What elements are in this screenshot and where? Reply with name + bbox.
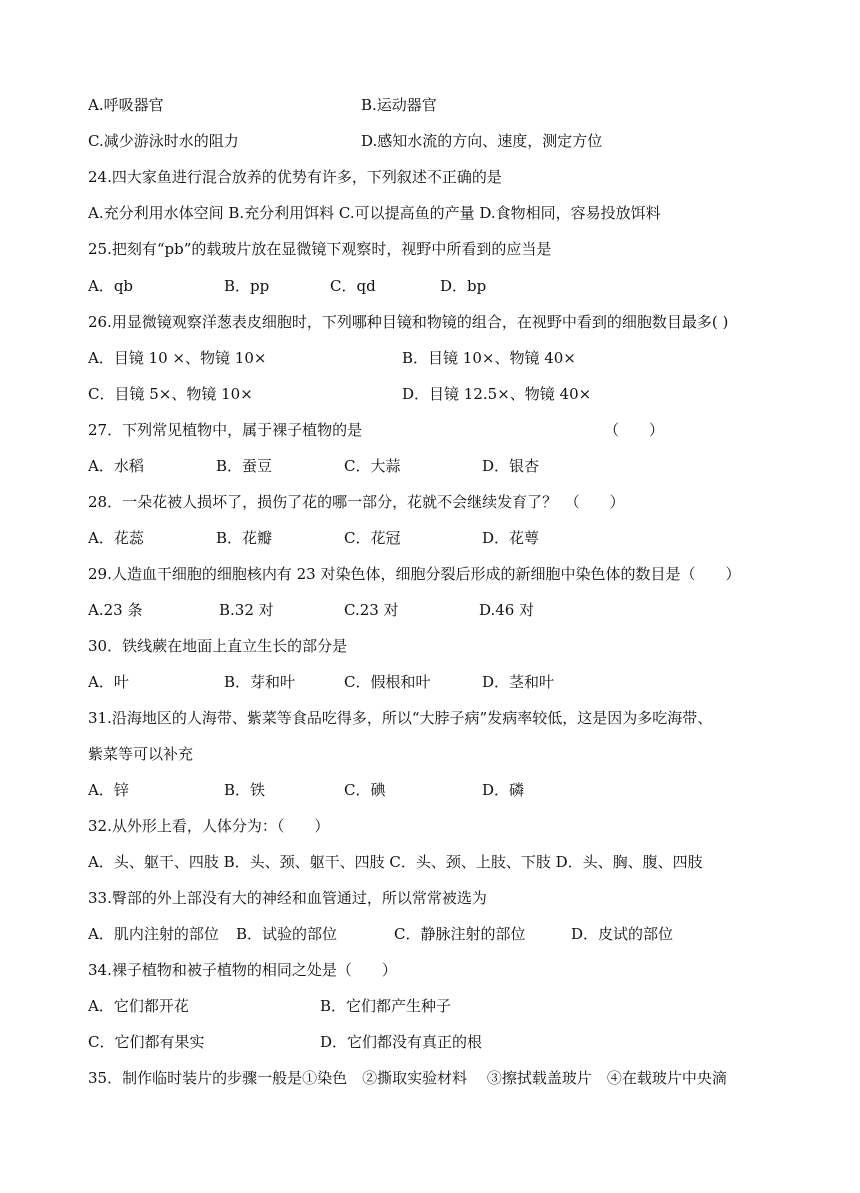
q33-stem: 33.臀部的外上部没有大的神经和血管通过，所以常常被选为 <box>88 889 487 907</box>
q33-option-c: C．静脉注射的部位 <box>394 925 526 943</box>
q27-option-a: A．水稻 <box>88 457 144 475</box>
q26-option-d: D．目镜 12.5×、物镜 40× <box>402 385 592 403</box>
q29-option-b: B.32 对 <box>219 601 274 619</box>
q31-stem-line1: 31.沿海地区的人海带、紫菜等食品吃得多，所以“大脖子病”发病率较低，这是因为多吃海带、 <box>88 709 713 727</box>
q28-stem: 28．一朵花被人损坏了，损伤了花的哪一部分，花就不会继续发育了？ （ ） <box>88 493 625 511</box>
q25-option-b: B．pp <box>224 277 270 295</box>
q24-options: A.充分利用水体空间 B.充分利用饵料 C.可以提高鱼的产量 D.食物相同，容易投放饵料 <box>88 204 661 222</box>
q27-option-b: B．蚕豆 <box>216 457 273 475</box>
q23-option-c: C.减少游泳时水的阻力 <box>88 132 239 150</box>
q23-option-a: A.呼吸器官 <box>88 96 164 114</box>
q26-option-b: B．目镜 10×、物镜 40× <box>402 349 576 367</box>
q34-option-a: A．它们都开花 <box>88 997 189 1015</box>
q33-option-a: A．肌内注射的部位 <box>88 925 219 943</box>
q27-stem: 27．下列常见植物中，属于裸子植物的是 <box>88 421 363 439</box>
q33-option-d: D．皮试的部位 <box>571 925 674 943</box>
q32-options: A．头、躯干、四肢 B．头、颈、躯干、四肢 C．头、颈、上肢、下肢 D．头、胸、腹、四肢 <box>88 853 703 871</box>
q25-option-a: A．qb <box>88 277 134 295</box>
q30-stem: 30．铁线蕨在地面上直立生长的部分是 <box>88 637 348 655</box>
q29-option-a: A.23 条 <box>88 601 143 619</box>
q30-option-d: D．茎和叶 <box>482 673 555 691</box>
q29-option-d: D.46 对 <box>479 601 535 619</box>
q23-option-d: D.感知水流的方向、速度，测定方位 <box>361 132 603 150</box>
q34-option-c: C．它们都有果实 <box>88 1033 205 1051</box>
q33-option-b: B．试验的部位 <box>236 925 338 943</box>
q29-option-c: C.23 对 <box>344 601 399 619</box>
q34-stem: 34.裸子植物和被子植物的相同之处是（ ） <box>88 961 397 979</box>
q28-option-d: D．花萼 <box>482 529 540 547</box>
q31-option-d: D．磷 <box>482 781 525 799</box>
q32-stem: 32.从外形上看，人体分为：（ ） <box>88 817 330 835</box>
q27-option-c: C．大蒜 <box>344 457 401 475</box>
q24-stem: 24.四大家鱼进行混合放养的优势有许多，下列叙述不正确的是 <box>88 168 502 186</box>
q30-option-a: A．叶 <box>88 673 129 691</box>
q28-option-b: B．花瓣 <box>216 529 273 547</box>
q26-stem: 26.用显微镜观察洋葱表皮细胞时，下列哪种目镜和物镜的组合，在视野中看到的细胞数目最多( ) <box>88 313 729 331</box>
q31-option-a: A．锌 <box>88 781 129 799</box>
q25-option-c: C．qd <box>330 277 376 295</box>
q25-stem: 25.把刻有“pb”的载玻片放在显微镜下观察时，视野中所看到的应当是 <box>88 240 552 258</box>
q31-stem-line2: 紫菜等可以补充 <box>88 745 194 763</box>
q28-option-a: A．花蕊 <box>88 529 144 547</box>
q34-option-b: B．它们都产生种子 <box>320 997 452 1015</box>
q23-option-b: B.运动器官 <box>361 96 437 114</box>
q26-option-c: C．目镜 5×、物镜 10× <box>88 385 253 403</box>
q25-option-d: D．bp <box>440 277 487 295</box>
q27-answer-bracket: （ ） <box>604 421 665 439</box>
q30-option-c: C．假根和叶 <box>344 673 431 691</box>
q29-stem: 29.人造血干细胞的细胞核内有 23 对染色体，细胞分裂后形成的新细胞中染色体的数目是（ ） <box>88 565 741 583</box>
q35-stem: 35．制作临时装片的步骤一般是①染色 ②撕取实验材料 ③擦拭载盖玻片 ④在载玻片中央滴 <box>88 1069 727 1087</box>
q28-option-c: C．花冠 <box>344 529 401 547</box>
q26-option-a: A．目镜 10 ×、物镜 10× <box>88 349 267 367</box>
q31-option-c: C．碘 <box>344 781 386 799</box>
q31-option-b: B．铁 <box>224 781 266 799</box>
q30-option-b: B．芽和叶 <box>224 673 296 691</box>
q27-option-d: D．银杏 <box>482 457 540 475</box>
q34-option-d: D．它们都没有真正的根 <box>320 1033 483 1051</box>
